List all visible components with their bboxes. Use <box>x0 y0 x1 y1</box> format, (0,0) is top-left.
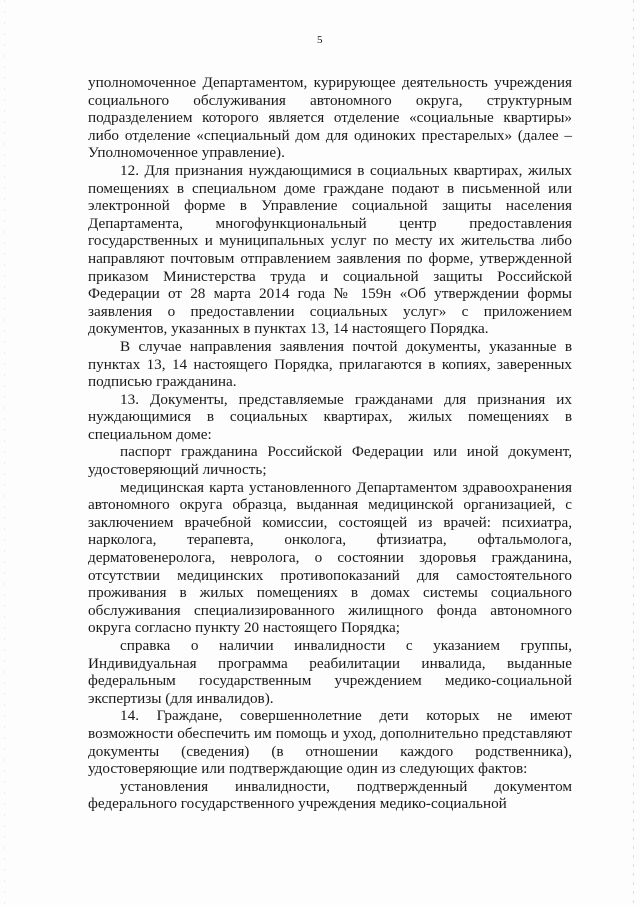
paragraph-0: уполномоченное Департаментом, курирующее деятельность учреждения социального обслуживания автономного округа, структурным подразделением которого является отделение «социальные квартиры» либо отделение «специальный дом для одиноких престарелых» (далее – Уполномоченное управление). <box>88 74 572 162</box>
paragraph-5: медицинская карта установленного Департаментом здравоохранения автономного округа образца, выданная медицинской организацией, с заключением врачебной комиссии, состоящей из врачей: психиатра, нарколога, терапевта, онколога, фтизиатра, офтальмолога, дерматовенеролога, невролога, о состоянии здоровья гражданина, отсутствии медицинских противопоказаний для самостоятельного проживания в жилых помещениях в домах системы социального обслуживания специализированного жилищного фонда автономного округа согласно пункту 20 настоящего Порядка; <box>88 478 572 637</box>
paragraph-6: справка о наличии инвалидности с указанием группы, Индивидуальная программа реабилитации инвалида, выданные федеральным государственным учреждением медико-социальной экспертизы (для инвалидов). <box>88 637 572 707</box>
paragraph-1: 12. Для признания нуждающимися в социальных квартирах, жилых помещениях в специальном доме граждане подают в письменной или электронной форме в Управление социальной защиты населения Департамента, многофункциональный центр предоставления государственных и муниципальных услуг по месту их жительства либо направляют почтовым отправлением заявления по форме, утвержденной приказом Министерства труда и социальной защиты Российской Федерации от 28 марта 2014 года № 159н «Об утверждении формы заявления о предоставлении социальных услуг» с приложением документов, указанных в пунктах 13, 14 настоящего Порядка. <box>88 161 572 338</box>
paragraph-2: В случае направления заявления почтой документы, указанные в пунктах 13, 14 настоящего Порядка, прилагаются в копиях, заверенных подписью гражданина. <box>88 337 572 391</box>
document-body <box>88 74 572 813</box>
scan-edge-left <box>4 0 5 905</box>
paragraph-3: 13. Документы, представляемые гражданами для признания их нуждающимися в социальных квартирах, жилых помещениях в специальном доме: <box>88 390 572 443</box>
page-number: 5 <box>317 34 323 46</box>
paragraph-4: паспорт гражданина Российской Федерации или иной документ, удостоверяющий личность; <box>88 443 572 479</box>
paragraph-7: 14. Граждане, совершеннолетние дети которых не имеют возможности обеспечить им помощь и уход, дополнительно представляют документы (сведения) (в отношении каждого родственника), удостоверяющие или подтверждающие один из следующих фактов: <box>88 707 572 778</box>
scan-edge-right <box>633 0 634 905</box>
paragraph-8: установления инвалидности, подтвержденный документом федерального государственного учреждения медико-социальной <box>88 777 572 813</box>
